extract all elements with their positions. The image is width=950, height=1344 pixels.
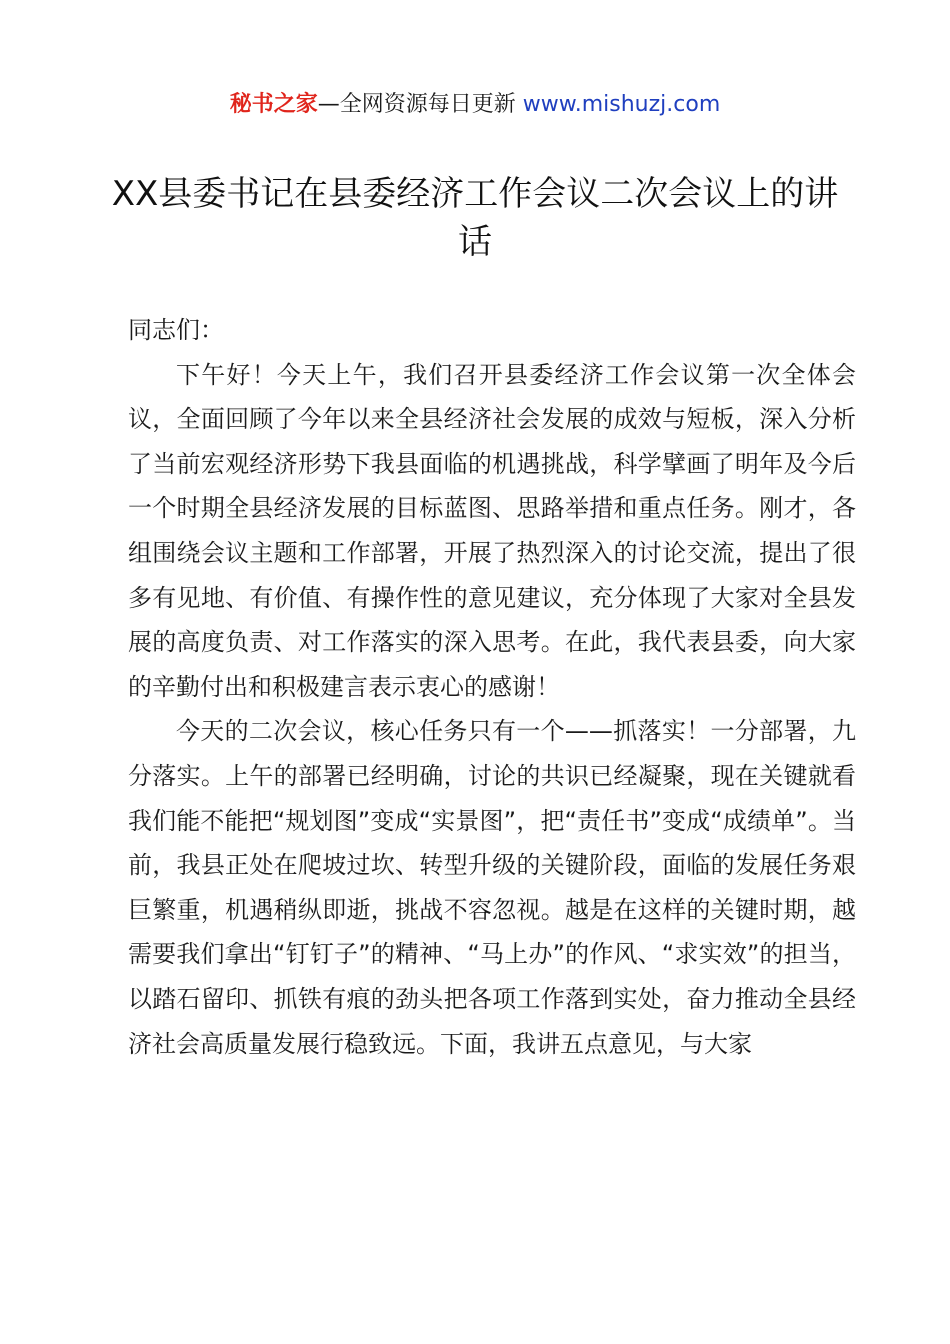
paragraph-1: 下午好！今天上午，我们召开县委经济工作会议第一次全体会议，全面回顾了今年以来全县经济社会发展的成效与短板，深入分析了当前宏观经济形势下我县面临的机遇挑战，科学擘画了明年及今后一个时期全县经济发展的目标蓝图、思路举措和重点任务。刚才，各组围绕会议主题和工作部署，开展了热烈深入的讨论交流，提出了很多有见地、有价值、有操作性的意见建议，充分体现了大家对全县发展的高度负责、对工作落实的深入思考。在此，我代表县委，向大家的辛勤付出和积极建言表示衷心的感谢！ — [128, 360, 856, 701]
brand-name: 秘书之家 — [229, 92, 318, 117]
site-header — [0, 88, 950, 122]
paragraph-2: 今天的二次会议，核心任务只有一个——抓落实！一分部署，九分落实。上午的部署已经明确，讨论的共识已经凝聚，现在关键就看我们能不能把“规划图”变成“实景图”，把“责任书”变成“成绩单”。当前，我县正处在爬坡过坎、转型升级的关键阶段，面临的发展任务艰巨繁重，机遇稍纵即逝，挑战不容忽视。越是在这样的关键时期，越需要我们拿出“钉钉子”的精神、“马上办”的作风、“求实效”的担当，以踏石留印、抓铁有痕的劲头把各项工作落到实处，奋力推动全县经济社会高质量发展行稳致远。下面，我讲五点意见，与大家 — [128, 717, 856, 1058]
salutation: 同志们： — [128, 316, 224, 344]
document-body — [128, 308, 856, 1066]
document-title: XX县委书记在县委经济工作会议二次会议上的讲话 — [111, 174, 839, 262]
site-url-link[interactable]: www.mishuzj.com — [522, 92, 721, 117]
header-tagline: —全网资源每日更新 — [317, 92, 523, 117]
